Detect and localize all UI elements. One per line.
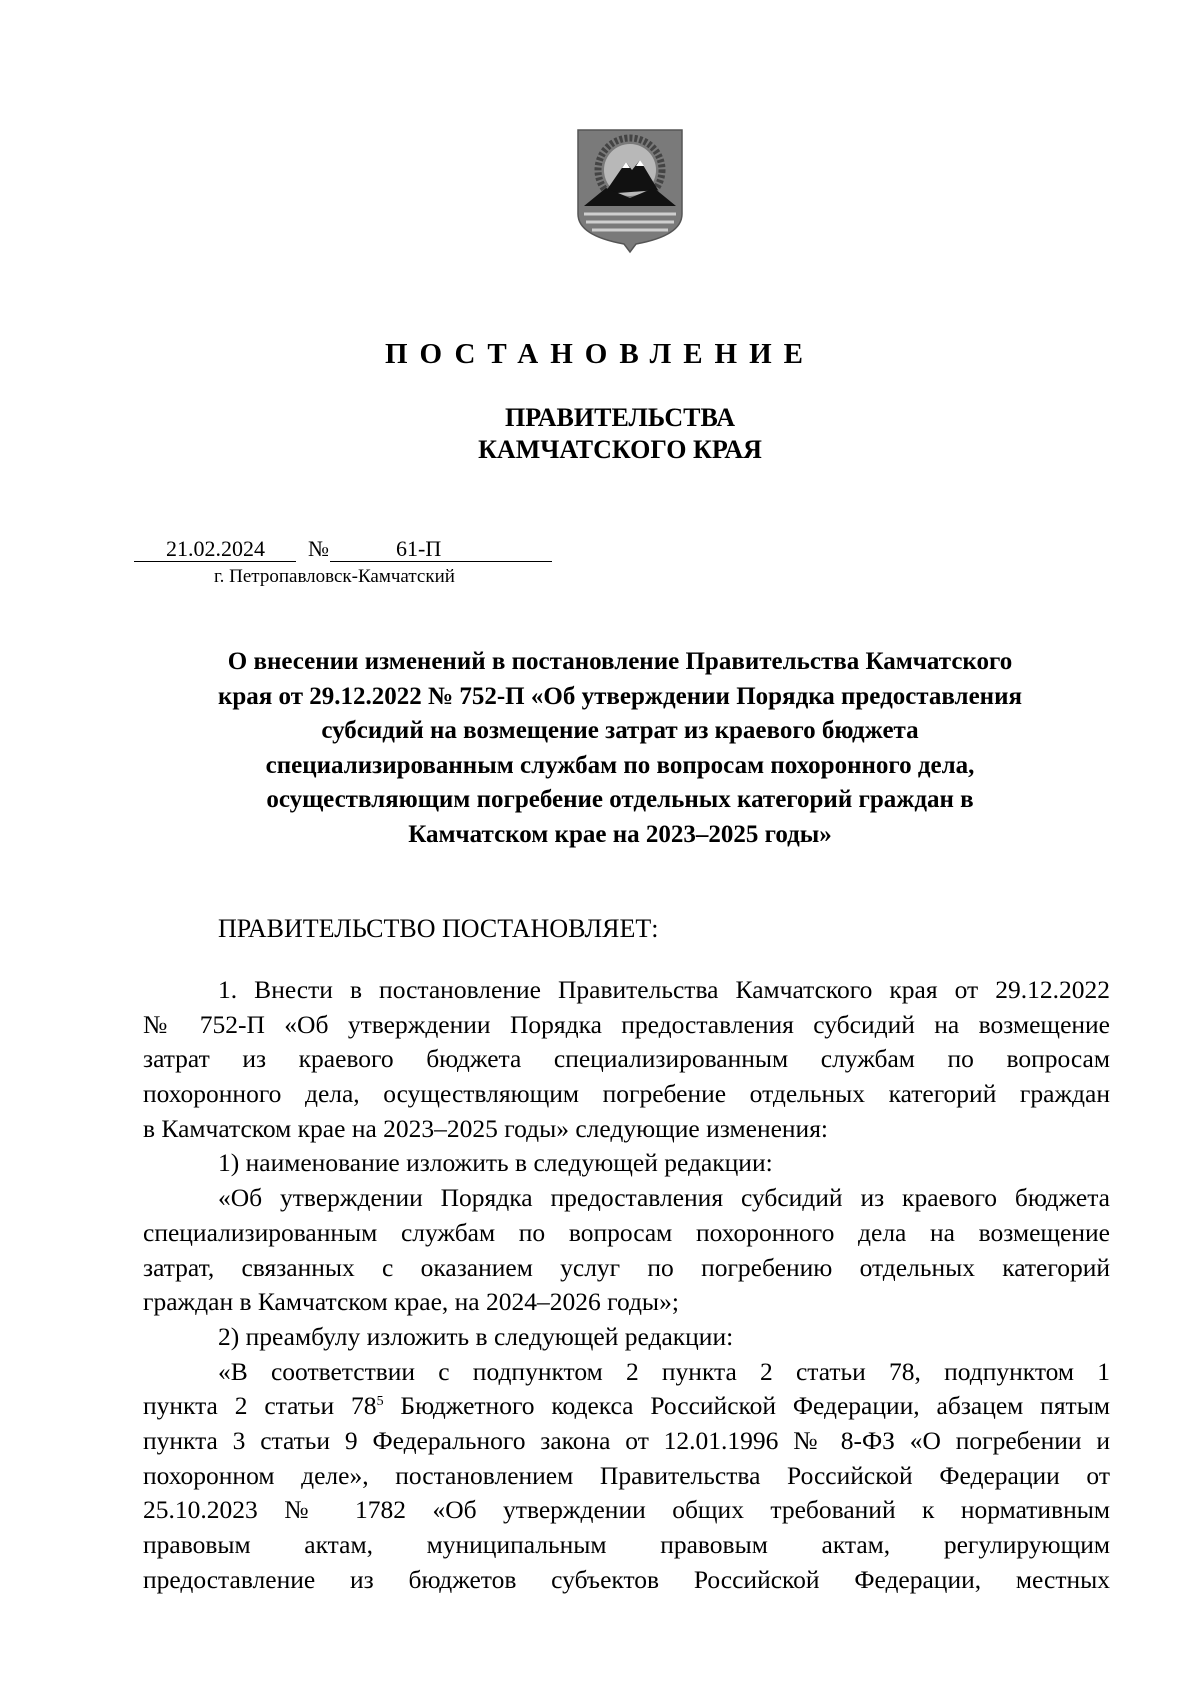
body-line: похоронного дела, осуществляющим погребение отдельных категорий граждан: [143, 1079, 1110, 1109]
title-line: осуществляющим погребение отдельных категорий граждан в: [266, 786, 974, 813]
body-line: 1) наименование изложить в следующей редакции:: [218, 1148, 773, 1178]
body-line: затрат, связанных с оказанием услуг по погребению отдельных категорий: [143, 1252, 1110, 1282]
document-number: 61-П: [396, 536, 442, 561]
title-line: края от 29.12.2022 № 752-П «Об утверждении Порядка предоставления: [217, 682, 1023, 710]
body-line: затрат из краевого бюджета специализированным службам по вопросам: [143, 1044, 1110, 1074]
city-of-issue: г. Петропавловск-Камчатский: [214, 566, 455, 587]
title-line: Камчатском крае на 2023–2025 годы»: [408, 820, 832, 848]
body-line: пункта 3 статьи 9 Федерального закона от 12.01.1996 № 8-ФЗ «О погребении и: [143, 1425, 1110, 1455]
body-text: Бюджетного кодекса Российской Федерации, абзацем пятым: [383, 1391, 1110, 1421]
body-line: похоронном деле», постановлением Правительства Российской Федерации от: [143, 1460, 1110, 1490]
body-line: граждан в Камчатском крае, на 2024–2026 годы»;: [143, 1287, 679, 1317]
issuing-authority: [0, 402, 1200, 466]
document-body: [143, 973, 1110, 1597]
body-line: правовым актам, муниципальным правовым актам, регулирующим: [143, 1530, 1110, 1559]
document-type: ПОСТАНОВЛЕНИЕ: [384, 338, 815, 370]
body-line: «В соответствии с подпунктом 2 пункта 2 статьи 78, подпунктом 1: [218, 1356, 1110, 1386]
authority-line-1: ПРАВИТЕЛЬСТВА: [505, 403, 735, 432]
coat-of-arms-emblem: [576, 128, 684, 254]
body-text: пункта 2 статьи 78: [143, 1391, 377, 1421]
title-line: О внесении изменений в постановление Правительства Камчатского: [227, 648, 1013, 675]
document-title: [180, 645, 1060, 852]
body-line: специализированным службам по вопросам похоронного дела на возмещение: [143, 1217, 1110, 1247]
title-line: специализированным службам по вопросам похоронного дела,: [265, 751, 975, 779]
superscript-index: 5: [376, 1394, 384, 1410]
document-date: 21.02.2024: [166, 536, 265, 561]
body-line: «Об утверждении Порядка предоставления субсидий из краевого бюджета: [218, 1183, 1110, 1213]
body-line: в Камчатском крае на 2023–2025 годы» следующие изменения:: [143, 1113, 829, 1143]
title-line: субсидий на возмещение затрат из краевого бюджета: [321, 717, 919, 744]
decree-statement: ПРАВИТЕЛЬСТВО ПОСТАНОВЛЯЕТ:: [218, 914, 659, 943]
body-line: 2) преамбулу изложить в следующей редакции:: [218, 1321, 734, 1351]
authority-line-2: КАМЧАТСКОГО КРАЯ: [478, 435, 762, 464]
body-line: предоставление из бюджетов субъектов Российской Федерации, местных: [143, 1564, 1110, 1594]
body-line-with-superscript: [143, 1389, 1110, 1424]
body-line: 1. Внести в постановление Правительства Камчатского края от 29.12.2022: [218, 975, 1110, 1004]
number-sign: №: [308, 536, 329, 561]
body-line: № 752-П «Об утверждении Порядка предоставления субсидий на возмещение: [143, 1009, 1110, 1039]
body-line: 25.10.2023 № 1782 «Об утверждении общих требований к нормативным: [143, 1495, 1110, 1525]
